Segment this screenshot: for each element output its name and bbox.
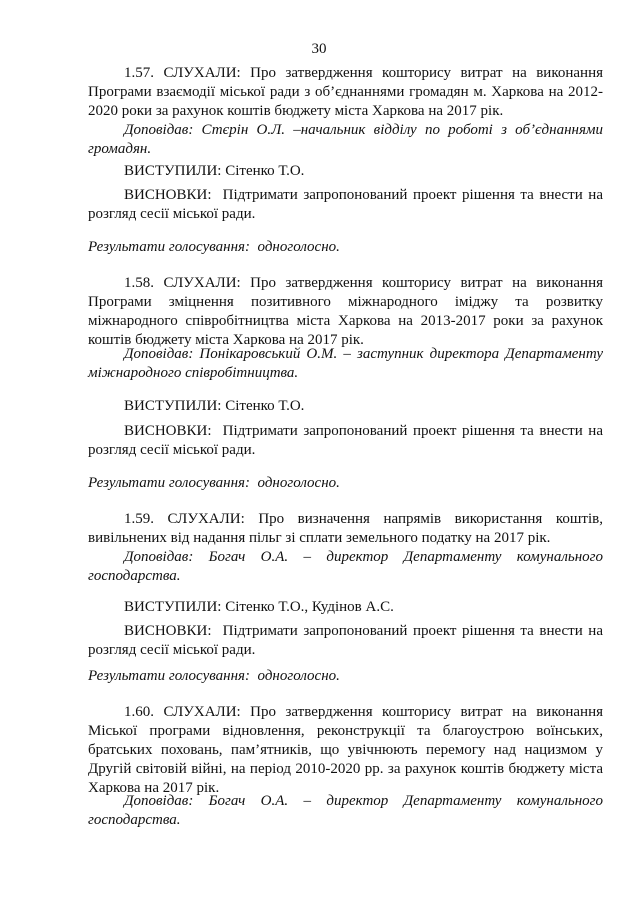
item-1-59-heard: 1.59. СЛУХАЛИ: Про визначення напрямів використання коштів, вивільнених від надання пільг зі сплати земельного податку на 2017 рік. [88,511,603,546]
item-1-58-spoke: ВИСТУПИЛИ: Сітенко Т.О. [124,398,305,414]
item-1-59-conclusions: ВИСНОВКИ: Підтримати запропонований проект рішення та внести на розгляд сесії міської ради. [88,623,607,658]
item-1-59-vote: Результати голосування: одноголосно. [88,668,340,684]
item-1-60-heard: 1.60. СЛУХАЛИ: Про затвердження кошторису витрат на виконання Міської програми відновлення, реконструкції та благоустрою воїнських, братських поховань, пам’ятників, що увічнюють перемогу над нацизмом у Другій світовій війні, на період 2010-2020 рр. за рахунок коштів бюджету міста Харкова на 2017 рік. [88,704,603,796]
item-1-59-spoke: ВИСТУПИЛИ: Сітенко Т.О., Кудінов А.С. [124,599,394,615]
item-1-57-vote: Результати голосування: одноголосно. [88,239,340,255]
item-1-60-speaker: Доповідав: Богач О.А. – директор Департаменту комунального господарства. [88,793,603,828]
item-1-57-conclusions: ВИСНОВКИ: Підтримати запропонований проект рішення та внести на розгляд сесії міської ради. [88,187,607,222]
page-number: 30 [311,41,327,57]
item-1-58-conclusions: ВИСНОВКИ: Підтримати запропонований проект рішення та внести на розгляд сесії міської ради. [88,423,607,458]
item-1-58-vote: Результати голосування: одноголосно. [88,475,340,491]
item-1-58-speaker: Доповідав: Понікаровський О.М. – заступник директора Департаменту міжнародного співробітництва. [88,346,603,381]
item-1-57-speaker: Доповідав: Стєрін О.Л. –начальник відділу по роботі з об’єднаннями громадян. [88,122,603,157]
item-1-57-heard: 1.57. СЛУХАЛИ: Про затвердження кошторису витрат на виконання Програми взаємодії міської ради з об’єднаннями громадян м. Харкова на 2012-2020 роки за рахунок коштів бюджету міста Харкова на 2017 рік. [88,65,603,119]
item-1-59-speaker: Доповідав: Богач О.А. – директор Департаменту комунального господарства. [88,549,603,584]
item-1-58-heard: 1.58. СЛУХАЛИ: Про затвердження кошторису витрат на виконання Програми зміцнення позитивного міжнародного іміджу та розвитку міжнародного співробітництва міста Харкова на 2013-2017 роки за рахунок коштів бюджету міста Харкова на 2017 рік. [88,275,603,348]
item-1-57-spoke: ВИСТУПИЛИ: Сітенко Т.О. [124,163,305,179]
